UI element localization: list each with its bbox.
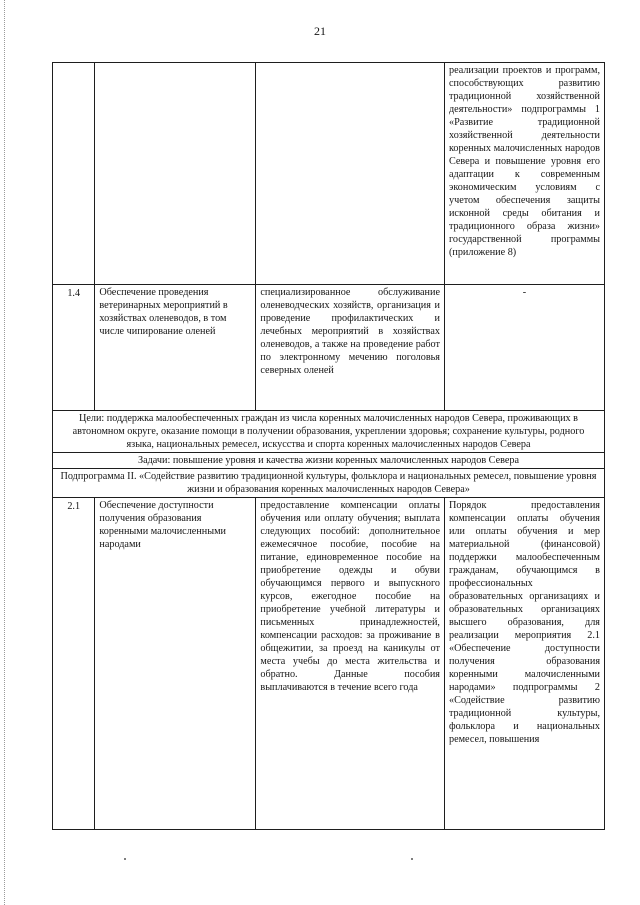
cell-procedure: Порядок предоставления компенсации оплаты обучения или оплаты обучения и мер материальной (финансовой) поддержки малообеспеченным гражданам, обучающимся в профессиональных образовательных организациях и образовательных организациях высшего образования, для реализации мероприятия 2.1 «Обеспечение доступности получения образования коренными малочисленными народами» подпрограммы 2 «Содействие развитию традиционной культуры, фольклора и национальных ремесел, повышения: [444, 498, 604, 830]
table-row-tasks: [53, 453, 605, 469]
cell-number: 2.1: [53, 498, 95, 830]
cell-event: Обеспечение доступности получения образования коренными малочисленными народами: [95, 498, 256, 830]
program-table: [52, 62, 605, 830]
table-row-2-1: [53, 498, 605, 830]
page-number: 21: [314, 24, 326, 38]
cell-number: 1.4: [53, 285, 95, 411]
table-row-subprogram: [53, 469, 605, 498]
cell-content: предоставление компенсации оплаты обучения или оплату обучения; выплата следующих пособий: дополнительное ежемесячное пособие, пособие на питание, единовременное пособие на приобретение одежды и обуви обучающимся первого и выпускного курсов, ежегодное пособие на приобретение учебной литературы и письменных принадлежностей, компенсации расходов: за проживание в общежитии, за проезд на каникулы от места учебы до места жительства и обратно. Данные пособия выплачиваются в течение всего года: [256, 498, 445, 830]
page-scan-edge: [4, 0, 5, 905]
cell-number: [53, 63, 95, 285]
tasks-text: Задачи: повышение уровня и качества жизни коренных малочисленных народов Севера: [53, 453, 605, 469]
cell-procedure: [444, 285, 604, 411]
scan-dot: [124, 858, 126, 860]
table-row-continuation: [53, 63, 605, 285]
subprogram-title: Подпрограмма II. «Содействие развитию традиционной культуры, фольклора и национальных ремесел, повышение уровня жизни и образования коренных малочисленных народов Севера»: [53, 469, 605, 498]
cell-event: Обеспечение проведения ветеринарных мероприятий в хозяйствах оленеводов, в том числе чипирование оленей: [95, 285, 256, 411]
table-row-1-4: [53, 285, 605, 411]
cell-content: [256, 63, 445, 285]
cell-procedure: реализации проектов и программ, способствующих развитию традиционной хозяйственной деятельности» подпрограммы 1 «Развитие традиционной хозяйственной деятельности коренных малочисленных народов Севера и повышение уровня его адаптации к современным экономическим условиям с учетом обеспечения защиты исконной среды обитания и традиционного образа жизни» государственной программы (приложение 8): [444, 63, 604, 285]
scan-marks: [0, 858, 640, 862]
table-row-goals: [53, 411, 605, 453]
empty-dash: -: [522, 287, 527, 298]
goals-text: Цели: поддержка малообеспеченных граждан из числа коренных малочисленных народов Севера, проживающих в автономном округе, оказание помощи в получении образования, укреплении здоровья; сохранение культуры, родного языка, национальных ремесел, искусства и спорта коренных малочисленных народов Севера: [53, 411, 605, 453]
scan-dot: [411, 858, 413, 860]
cell-content: специализированное обслуживание оленеводческих хозяйств, организация и проведение профилактических и лечебных мероприятий в хозяйствах оленеводов, а также на проведение работ по электронному мечению поголовья северных оленей: [256, 285, 445, 411]
cell-event: [95, 63, 256, 285]
